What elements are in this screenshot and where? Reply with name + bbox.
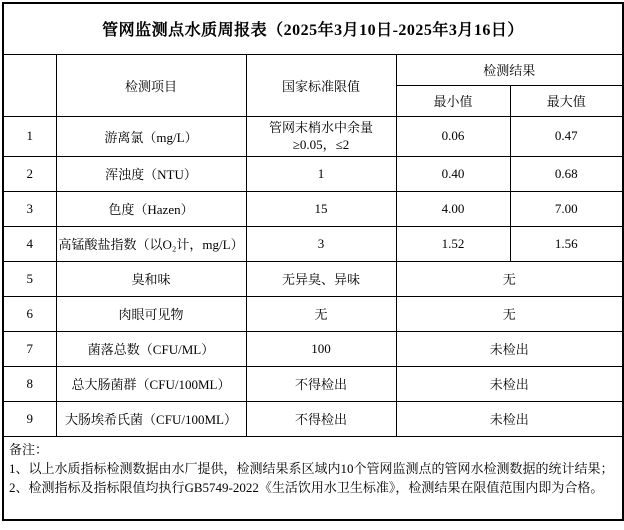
min-cell: 0.40 bbox=[396, 156, 510, 191]
min-cell: 4.00 bbox=[396, 191, 510, 226]
standard-cell: 不得检出 bbox=[246, 366, 396, 401]
standard-cell: 1 bbox=[246, 156, 396, 191]
standard-cell bbox=[246, 116, 396, 156]
table-row bbox=[3, 261, 623, 296]
page-title: 管网监测点水质周报表（2025年3月10日-2025年3月16日） bbox=[3, 3, 623, 54]
standard-cell: 100 bbox=[246, 331, 396, 366]
item-cell: 大肠埃希氏菌（CFU/100ML） bbox=[56, 401, 246, 436]
table-row bbox=[3, 331, 623, 366]
table-row bbox=[3, 156, 623, 191]
item-cell: 菌落总数（CFU/ML） bbox=[56, 331, 246, 366]
note-label: 备注： bbox=[9, 441, 49, 457]
standard-cell: 无 bbox=[246, 296, 396, 331]
item-cell: 色度（Hazen） bbox=[56, 191, 246, 226]
standard-cell: 15 bbox=[246, 191, 396, 226]
table-row bbox=[3, 366, 623, 401]
header-item: 检测项目 bbox=[56, 54, 246, 116]
header-standard: 国家标准限值 bbox=[246, 54, 396, 116]
row-number: 5 bbox=[3, 261, 56, 296]
standard-cell: 无异臭、异味 bbox=[246, 261, 396, 296]
header-max: 最大值 bbox=[510, 85, 623, 116]
max-cell: 0.47 bbox=[510, 116, 623, 156]
header-index bbox=[3, 54, 56, 116]
standard-text: 管网末梢水中余量≥0.05，≤2 bbox=[268, 120, 373, 152]
row-number: 3 bbox=[3, 191, 56, 226]
table-row bbox=[3, 296, 623, 331]
result-cell: 无 bbox=[396, 261, 623, 296]
title-row bbox=[3, 3, 623, 54]
notes-cell bbox=[3, 436, 623, 520]
table-row bbox=[3, 226, 623, 261]
result-cell: 未检出 bbox=[396, 366, 623, 401]
notes-row bbox=[3, 436, 623, 520]
item-cell: 肉眼可见物 bbox=[56, 296, 246, 331]
item-cell: 游离氯（mg/L） bbox=[56, 116, 246, 156]
table-row bbox=[3, 116, 623, 156]
standard-cell: 3 bbox=[246, 226, 396, 261]
header-result-group: 检测结果 bbox=[396, 54, 623, 85]
row-number: 9 bbox=[3, 401, 56, 436]
result-cell: 未检出 bbox=[396, 401, 623, 436]
item-cell: 臭和味 bbox=[56, 261, 246, 296]
min-cell: 0.06 bbox=[396, 116, 510, 156]
row-number: 8 bbox=[3, 366, 56, 401]
item-cell: 高锰酸盐指数（以O₂计，mg/L） bbox=[56, 226, 246, 261]
header-row-1 bbox=[3, 54, 623, 85]
result-cell: 未检出 bbox=[396, 331, 623, 366]
table-row bbox=[3, 401, 623, 436]
row-number: 4 bbox=[3, 226, 56, 261]
row-number: 6 bbox=[3, 296, 56, 331]
result-cell: 无 bbox=[396, 296, 623, 331]
row-number: 7 bbox=[3, 331, 56, 366]
row-number: 2 bbox=[3, 156, 56, 191]
table-row bbox=[3, 191, 623, 226]
note-2: 2、检测指标及指标限值均执行GB5749-2022《生活饮用水卫生标准》，检测结果在限值范围内即为合格。 bbox=[9, 479, 604, 495]
max-cell: 1.56 bbox=[510, 226, 623, 261]
item-cell: 总大肠菌群（CFU/100ML） bbox=[56, 366, 246, 401]
max-cell: 7.00 bbox=[510, 191, 623, 226]
note-1: 1、以上水质指标检测数据由水厂提供，检测结果系区域内10个管网监测点的管网水检测数据的统计结果； bbox=[9, 460, 614, 476]
water-quality-table bbox=[2, 2, 624, 521]
item-cell: 浑浊度（NTU） bbox=[56, 156, 246, 191]
header-min: 最小值 bbox=[396, 85, 510, 116]
max-cell: 0.68 bbox=[510, 156, 623, 191]
standard-cell: 不得检出 bbox=[246, 401, 396, 436]
row-number: 1 bbox=[3, 116, 56, 156]
min-cell: 1.52 bbox=[396, 226, 510, 261]
